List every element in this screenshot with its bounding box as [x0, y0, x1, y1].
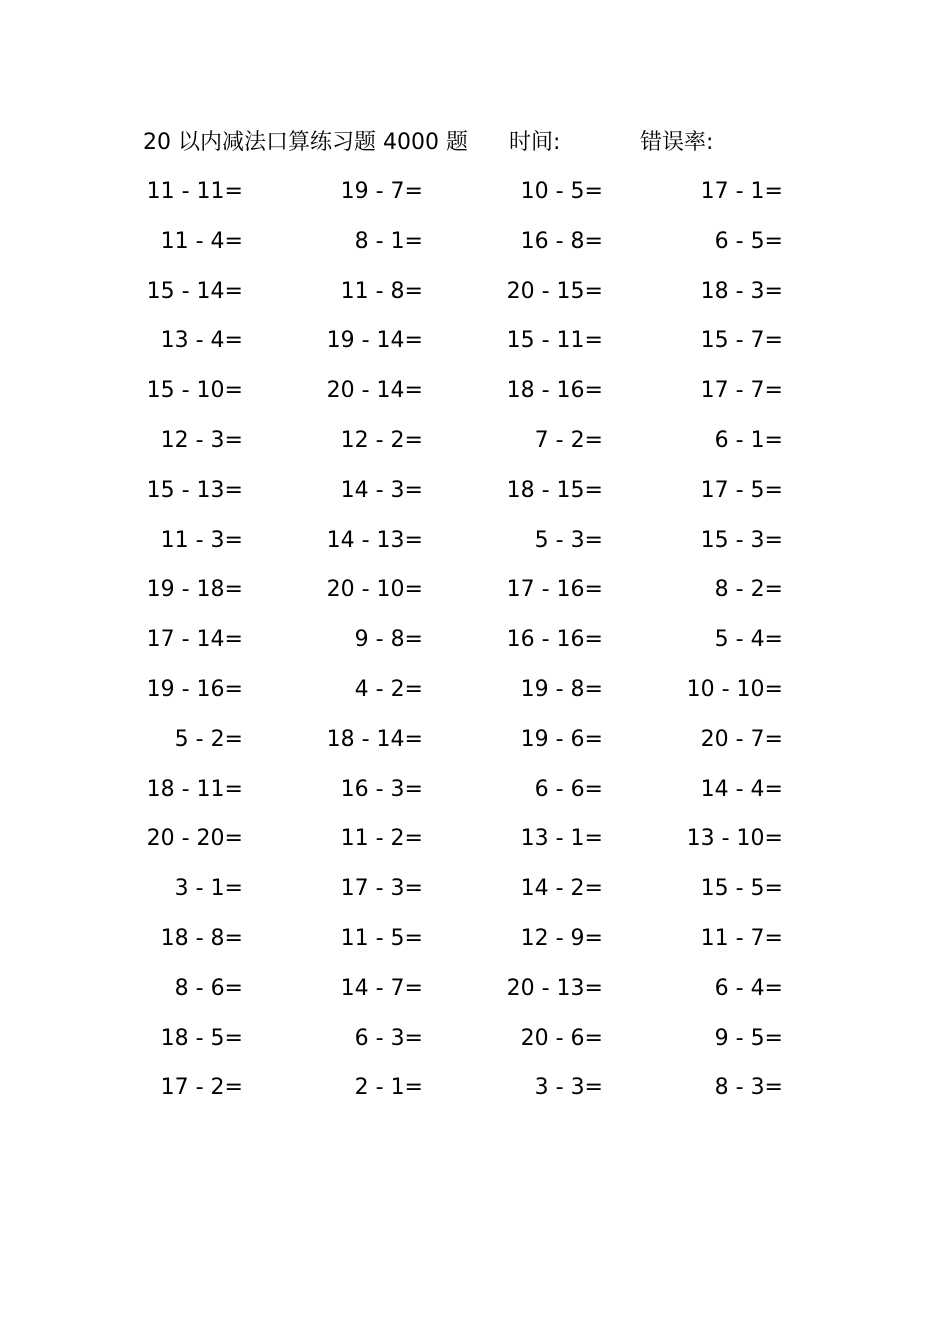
problem-item: 5 - 4= [714, 627, 783, 653]
problem-row [143, 574, 803, 624]
problem-item: 17 - 7= [700, 378, 783, 404]
problem-item: 6 - 4= [714, 975, 783, 1001]
problem-item: 18 - 11= [146, 776, 243, 802]
problem-item: 20 - 7= [700, 726, 783, 752]
problem-item: 11 - 8= [340, 278, 423, 304]
problem-item: 13 - 10= [686, 826, 783, 852]
problem-item: 12 - 9= [520, 925, 603, 951]
problem-item: 5 - 3= [534, 527, 603, 553]
problem-item: 17 - 2= [160, 1075, 243, 1101]
problem-row [143, 724, 803, 774]
problem-item: 20 - 20= [146, 826, 243, 852]
error-rate-label: 错误率: [640, 130, 714, 155]
problem-item: 4 - 2= [354, 676, 423, 702]
problem-item: 8 - 6= [174, 975, 243, 1001]
problem-item: 14 - 4= [700, 776, 783, 802]
problem-item: 15 - 7= [700, 328, 783, 354]
problem-item: 16 - 3= [340, 776, 423, 802]
time-label: 时间: [509, 130, 561, 155]
problem-item: 11 - 5= [340, 925, 423, 951]
problem-row [143, 375, 803, 425]
problem-item: 6 - 3= [354, 1025, 423, 1051]
problem-row [143, 973, 803, 1023]
problem-item: 6 - 1= [714, 427, 783, 453]
problem-item: 20 - 15= [506, 278, 603, 304]
problem-item: 15 - 10= [146, 378, 243, 404]
worksheet-title: 20 以内减法口算练习题 4000 题 [143, 130, 468, 155]
problem-row [143, 1072, 803, 1122]
problem-item: 19 - 6= [520, 726, 603, 752]
problem-row [143, 325, 803, 375]
problem-item: 8 - 1= [354, 228, 423, 254]
problem-item: 16 - 16= [506, 627, 603, 653]
problem-item: 11 - 3= [160, 527, 243, 553]
problem-item: 12 - 3= [160, 427, 243, 453]
problem-item: 13 - 4= [160, 328, 243, 354]
problem-item: 15 - 14= [146, 278, 243, 304]
problem-item: 18 - 3= [700, 278, 783, 304]
worksheet-header [143, 126, 803, 160]
problem-row [143, 276, 803, 326]
problem-row [143, 176, 803, 226]
problem-row [143, 525, 803, 575]
problem-row [143, 425, 803, 475]
problem-item: 20 - 13= [506, 975, 603, 1001]
problem-item: 9 - 5= [714, 1025, 783, 1051]
problem-item: 17 - 14= [146, 627, 243, 653]
problem-item: 11 - 11= [146, 179, 243, 204]
problem-item: 20 - 10= [326, 577, 423, 603]
problem-item: 8 - 2= [714, 577, 783, 603]
problem-item: 18 - 14= [326, 726, 423, 752]
problem-item: 18 - 5= [160, 1025, 243, 1051]
problem-row [143, 226, 803, 276]
problem-item: 12 - 2= [340, 427, 423, 453]
problem-item: 20 - 14= [326, 378, 423, 404]
problem-item: 17 - 3= [340, 876, 423, 902]
problem-row [143, 1023, 803, 1073]
problem-item: 10 - 5= [520, 179, 603, 204]
problem-item: 3 - 3= [534, 1075, 603, 1101]
problem-row [143, 774, 803, 824]
problem-item: 19 - 8= [520, 676, 603, 702]
problem-row [143, 674, 803, 724]
problem-item: 14 - 13= [326, 527, 423, 553]
problem-item: 14 - 7= [340, 975, 423, 1001]
problem-item: 15 - 3= [700, 527, 783, 553]
problem-row [143, 873, 803, 923]
problem-item: 13 - 1= [520, 826, 603, 852]
problem-item: 6 - 5= [714, 228, 783, 254]
problem-item: 5 - 2= [174, 726, 243, 752]
problem-item: 17 - 16= [506, 577, 603, 603]
problem-item: 19 - 14= [326, 328, 423, 354]
problem-item: 18 - 15= [506, 477, 603, 503]
problem-grid [143, 176, 803, 1122]
problem-item: 17 - 5= [700, 477, 783, 503]
problem-item: 18 - 8= [160, 925, 243, 951]
problem-item: 10 - 10= [686, 676, 783, 702]
problem-item: 8 - 3= [714, 1075, 783, 1101]
problem-item: 14 - 2= [520, 876, 603, 902]
problem-item: 15 - 11= [506, 328, 603, 354]
problem-item: 16 - 8= [520, 228, 603, 254]
problem-item: 3 - 1= [174, 876, 243, 902]
problem-item: 11 - 4= [160, 228, 243, 254]
problem-item: 18 - 16= [506, 378, 603, 404]
problem-item: 11 - 2= [340, 826, 423, 852]
problem-item: 20 - 6= [520, 1025, 603, 1051]
problem-item: 7 - 2= [534, 427, 603, 453]
problem-item: 11 - 7= [700, 925, 783, 951]
problem-item: 15 - 5= [700, 876, 783, 902]
problem-row [143, 923, 803, 973]
problem-item: 17 - 1= [700, 179, 783, 204]
problem-item: 9 - 8= [354, 627, 423, 653]
problem-item: 19 - 16= [146, 676, 243, 702]
problem-row [143, 823, 803, 873]
problem-item: 15 - 13= [146, 477, 243, 503]
problem-row [143, 475, 803, 525]
problem-row [143, 624, 803, 674]
problem-item: 2 - 1= [354, 1075, 423, 1101]
problem-item: 19 - 7= [340, 179, 423, 204]
problem-item: 19 - 18= [146, 577, 243, 603]
problem-item: 14 - 3= [340, 477, 423, 503]
problem-item: 6 - 6= [534, 776, 603, 802]
